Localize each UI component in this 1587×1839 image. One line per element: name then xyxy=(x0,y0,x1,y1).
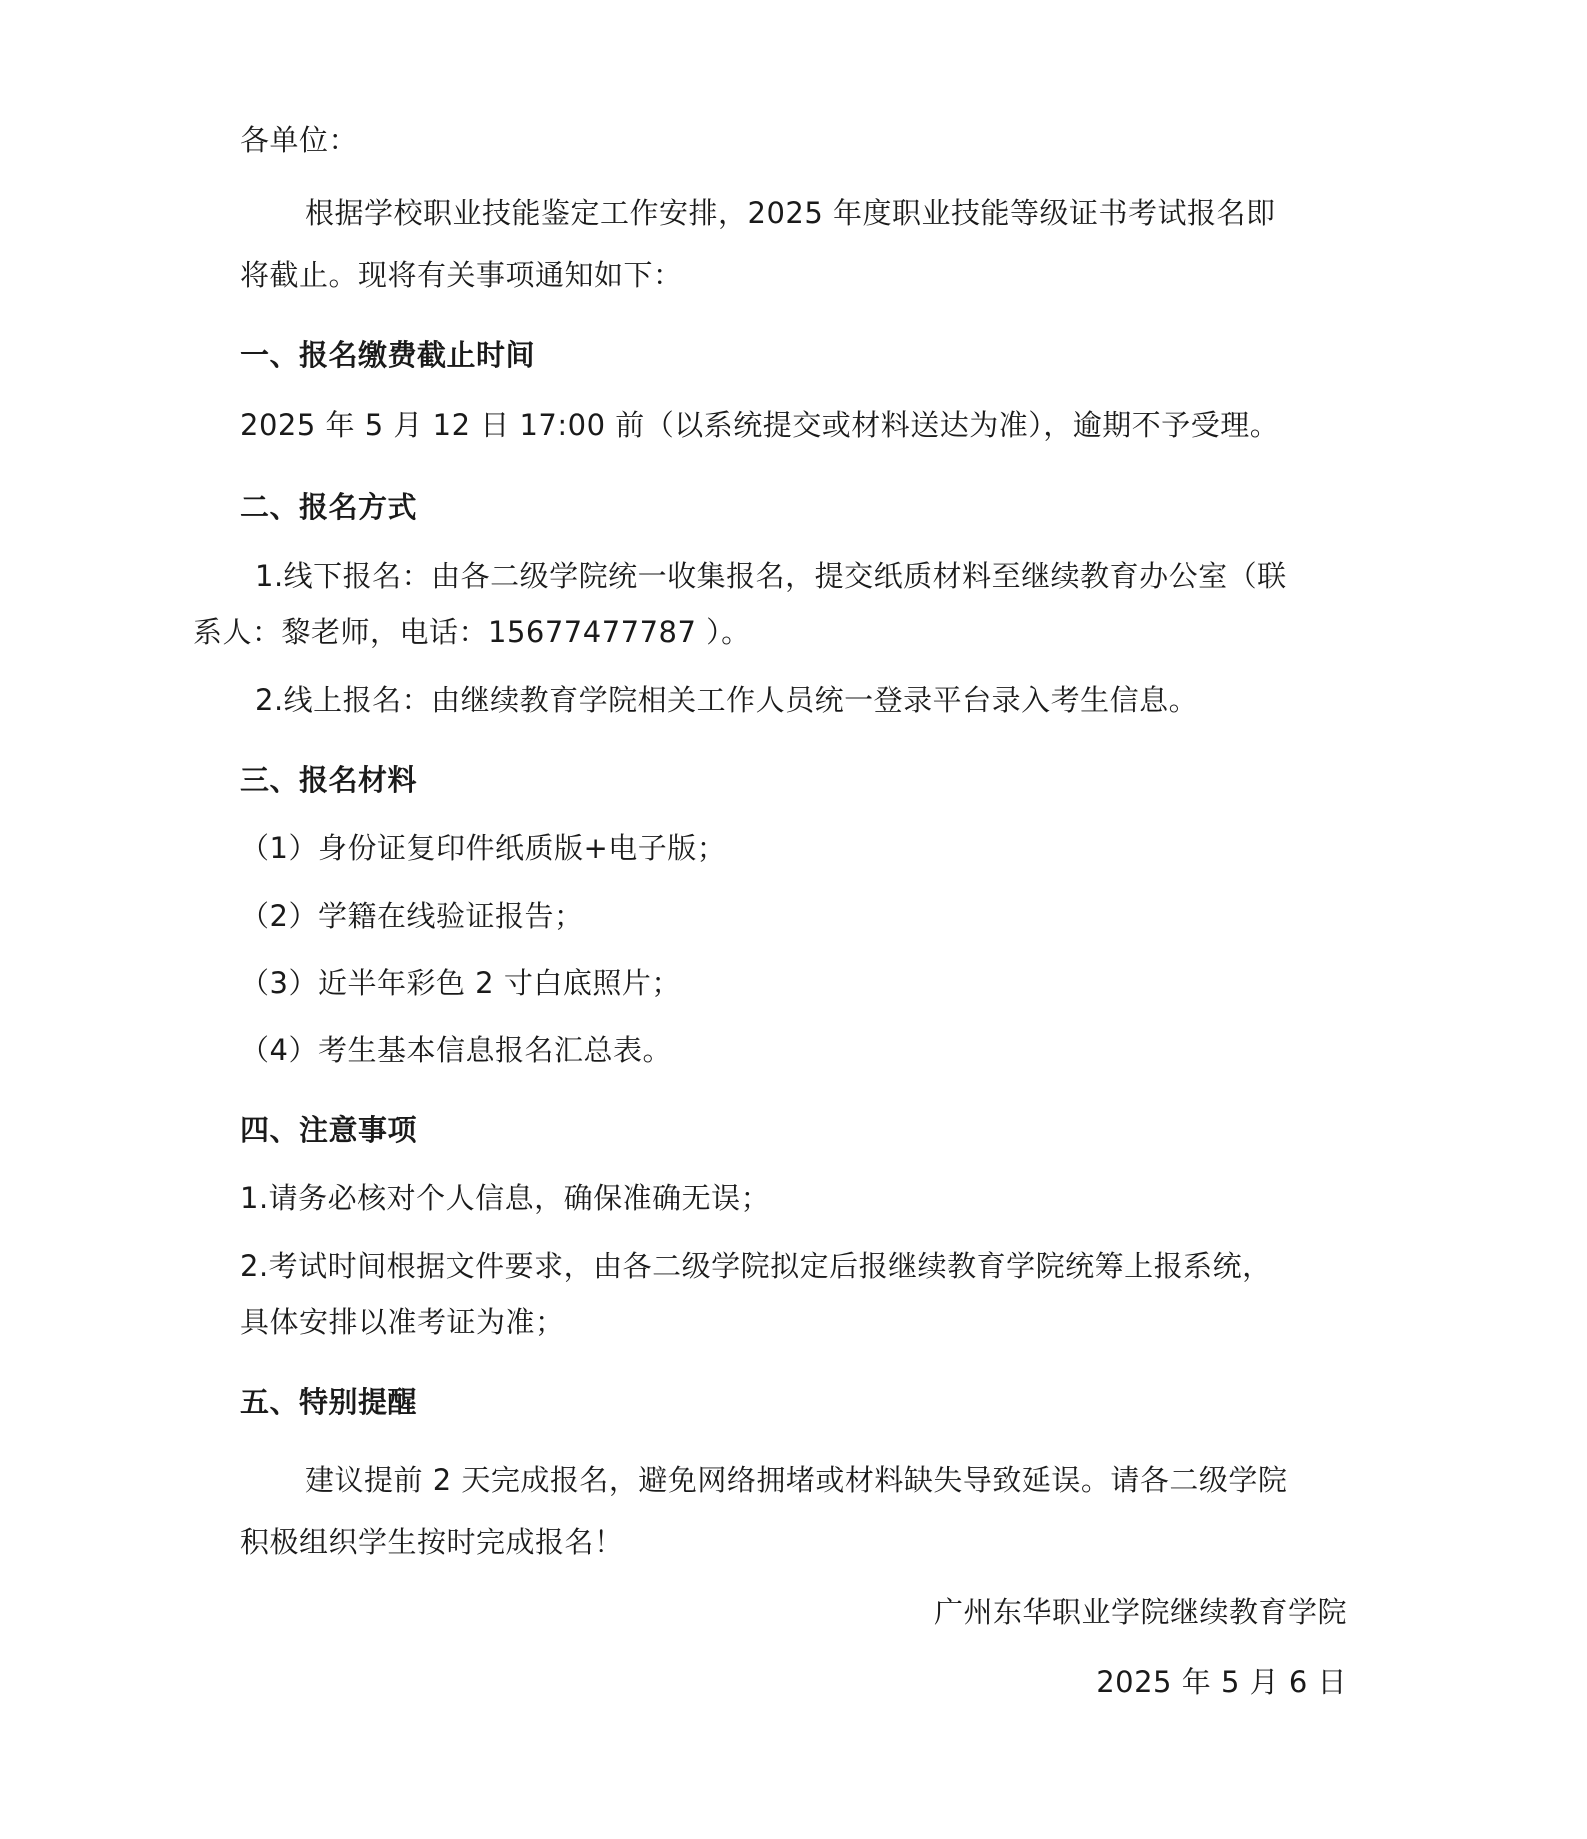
section-4-item-1: 1.请务必核对个人信息，确保准确无误； xyxy=(240,1181,771,1215)
section-1-heading: 一、报名缴费截止时间 xyxy=(240,338,536,372)
section-3-item: （2）学籍在线验证报告； xyxy=(240,899,584,933)
section-3-item: （3）近半年彩色 2 寸白底照片； xyxy=(240,966,681,1000)
intro-line-2: 将截止。现将有关事项通知如下： xyxy=(240,258,683,292)
signature-org: 广州东华职业学院继续教育学院 xyxy=(933,1595,1347,1629)
section-3-item: （4）考生基本信息报名汇总表。 xyxy=(240,1033,672,1067)
section-2-item-1-line-2: 系人：黎老师，电话：15677477787 ）。 xyxy=(193,615,751,649)
section-4-heading: 四、注意事项 xyxy=(240,1113,418,1147)
greeting: 各单位： xyxy=(240,123,359,157)
section-2-heading: 二、报名方式 xyxy=(240,490,418,524)
signature-date: 2025 年 5 月 6 日 xyxy=(1096,1665,1347,1699)
section-4-item-2-line-2: 具体安排以准考证为准； xyxy=(240,1305,565,1339)
section-1-text: 2025 年 5 月 12 日 17:00 前（以系统提交或材料送达为准），逾期不予受理。 xyxy=(240,408,1280,442)
section-2-item-1-line-1: 1.线下报名：由各二级学院统一收集报名，提交纸质材料至继续教育办公室（联 xyxy=(255,559,1287,593)
section-5-line-1: 建议提前 2 天完成报名，避免网络拥堵或材料缺失导致延误。请各二级学院 xyxy=(305,1463,1288,1497)
section-5-heading: 五、特别提醒 xyxy=(240,1385,418,1419)
section-3-heading: 三、报名材料 xyxy=(240,763,418,797)
section-3-item: （1）身份证复印件纸质版+电子版； xyxy=(240,831,727,865)
section-4-item-2-line-1: 2.考试时间根据文件要求，由各二级学院拟定后报继续教育学院统筹上报系统， xyxy=(240,1249,1272,1283)
intro-line-1: 根据学校职业技能鉴定工作安排，2025 年度职业技能等级证书考试报名即 xyxy=(305,196,1276,230)
section-5-line-2: 积极组织学生按时完成报名！ xyxy=(240,1525,624,1559)
section-2-item-2: 2.线上报名：由继续教育学院相关工作人员统一登录平台录入考生信息。 xyxy=(255,683,1199,717)
